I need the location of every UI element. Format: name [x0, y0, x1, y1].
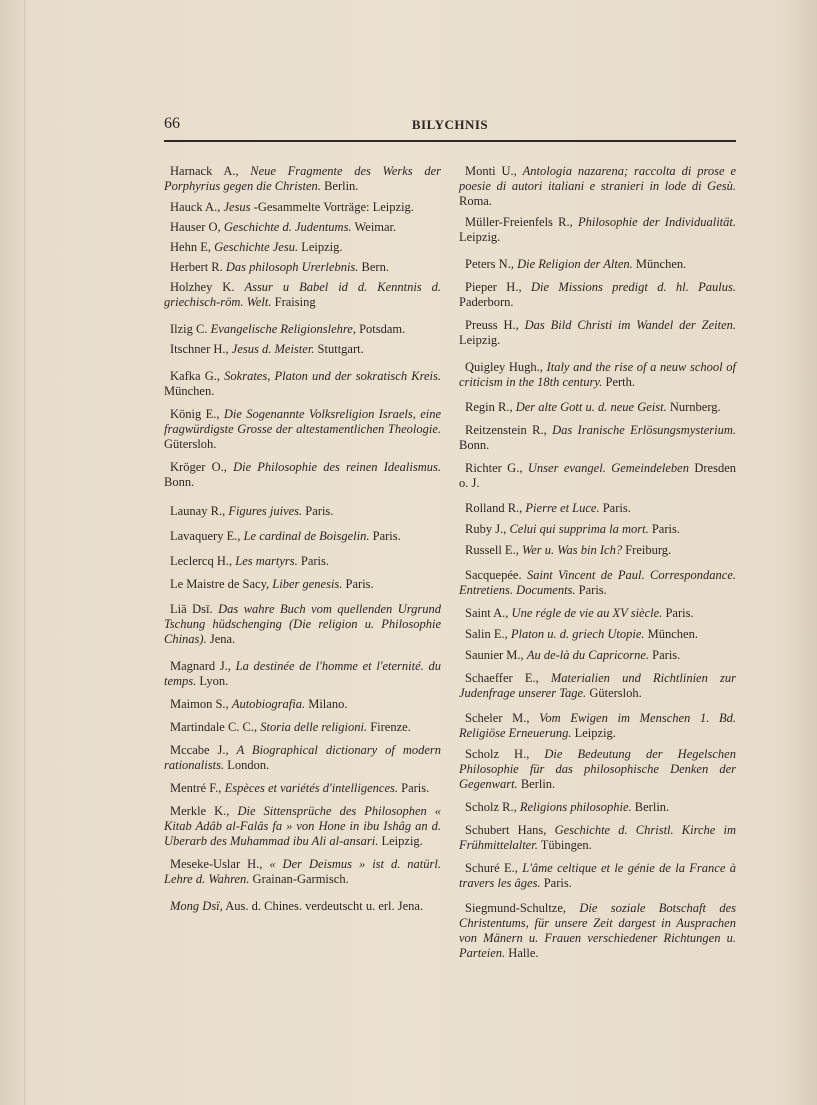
entry-author: Pieper H., [465, 280, 522, 294]
entry-title: Die Missions predigt d. hl. Paulus. [530, 280, 736, 294]
entry-publisher: Paris. [305, 504, 334, 518]
bibliography-entry [164, 220, 441, 235]
bibliography-entry [164, 720, 441, 735]
entry-publisher: Roma. [459, 194, 492, 208]
entry-title: Die Sogenannte Volksreligion Israels, eine fragwürdigste Grosse der altestamentlichen Theologie. [164, 407, 442, 436]
entry-title: Die soziale Botschaft des Christentums, für unsere Zeit dargest in Ausprachen von Mänern u. Frauen verschiedener Richtungen u. Parteien. [459, 901, 736, 960]
entry-author: Ilzig C. [170, 322, 208, 336]
entry-publisher: Gütersloh. [589, 686, 642, 700]
bibliography-entry [459, 823, 736, 853]
entry-title: Geschichte d. Judentums. [223, 220, 352, 234]
entry-author: Regin R., [465, 400, 513, 414]
entry-title: Die Religion der Alten. [517, 257, 633, 271]
entry-author: Hauck A., [170, 200, 221, 214]
bibliography-entry [164, 342, 441, 357]
bibliography-entry [164, 504, 441, 519]
entry-title: Platon u. d. griech Utopie. [510, 627, 645, 641]
entry-title: Les martyrs. [235, 554, 298, 568]
entry-publisher: Aus. d. Chines. verdeutscht u. erl. Jena. [225, 899, 424, 913]
entry-title: Der alte Gott u. d. neue Geist. [515, 400, 667, 414]
entry-publisher: Paris. [543, 876, 572, 890]
left-column [164, 156, 441, 914]
entry-title: La destinée de l'homme et l'eternité. du temps. [164, 659, 441, 688]
entry-title: Unser evangel. Gemeindeleben [527, 461, 689, 475]
entry-publisher: Bonn. [164, 475, 195, 489]
entry-publisher: Weimar. [354, 220, 397, 234]
entry-author: Sacquepée. [465, 568, 522, 582]
entry-publisher: Perth. [605, 375, 636, 389]
entry-author: Scholz R., [465, 800, 517, 814]
bibliography-entry [459, 461, 736, 491]
entry-publisher: Gütersloh. [164, 437, 217, 451]
entry-author: Schuré E., [465, 861, 518, 875]
entry-author: Merkle K., [170, 804, 230, 818]
entry-title: Philosophie der Individualität. [577, 215, 736, 229]
entry-author: Saunier M., [465, 648, 524, 662]
entry-title: Liber genesis. [272, 577, 343, 591]
entry-publisher: Berlin. [520, 777, 556, 791]
bibliography-entry [164, 602, 441, 647]
entry-author: Quigley Hugh., [465, 360, 543, 374]
bibliography-entry [459, 568, 736, 598]
entry-publisher: Paris. [665, 606, 694, 620]
entry-author: Harnack A., [170, 164, 239, 178]
entry-title: Italy and the rise of a neuw school of criticism in the 18th century. [459, 360, 736, 389]
entry-publisher: Paris. [651, 522, 680, 536]
bibliography-entry [164, 857, 441, 887]
bibliography-entry [459, 800, 736, 815]
bibliography-entry [459, 606, 736, 621]
entry-publisher: Fraising [274, 295, 316, 309]
entry-publisher: Paris. [300, 554, 330, 568]
bibliography-entry [459, 400, 736, 415]
bibliography-entry [459, 648, 736, 663]
entry-title: Antologia nazarena; raccolta di prose e poesie di autori italiani e stranieri in lode di Gesù. [459, 164, 736, 193]
entry-author: Mccabe J., [170, 743, 229, 757]
entry-publisher: Paderborn. [459, 295, 514, 309]
bibliography-entry [459, 423, 736, 453]
entry-publisher: Berlin. [324, 179, 359, 193]
entry-publisher: München. [164, 384, 215, 398]
entry-title: Espèces et variétés d'intelligences. [224, 781, 399, 795]
bibliography-entry [459, 711, 736, 741]
entry-publisher: Bern. [361, 260, 389, 274]
bibliography-entry [459, 257, 736, 272]
bibliography-entry [164, 280, 441, 310]
entry-publisher: Leipzig. [574, 726, 616, 740]
entry-author: Scheler M., [465, 711, 530, 725]
entry-publisher: Paris. [345, 577, 374, 591]
entry-author: Saint A., [465, 606, 509, 620]
entry-publisher: Dresden o. J. [459, 461, 737, 490]
entry-author: Le Maistre de Sacy, [170, 577, 270, 591]
entry-publisher: Milano. [308, 697, 348, 711]
entry-title: « Der Deismus » ist d. natürl. Lehre d. Wahren. [164, 857, 441, 886]
entry-title: Pierre et Luce. [525, 501, 600, 515]
entry-title: Geschichte Jesu. [214, 240, 299, 254]
bibliography-entry [459, 627, 736, 642]
entry-publisher: Bonn. [459, 438, 490, 452]
entry-author: Monti U., [465, 164, 517, 178]
entry-title: Materialien und Richtlinien zur Judenfrage unserer Tage. [459, 671, 736, 700]
entry-title: Une régle de vie au XV siècle. [511, 606, 663, 620]
bibliography-entry [164, 899, 441, 914]
entry-author: Ruby J., [465, 522, 507, 536]
bibliography-entry [164, 240, 441, 255]
bibliography-entry [459, 164, 736, 209]
entry-publisher: Lyon. [199, 674, 229, 688]
entry-publisher: Firenze. [370, 720, 411, 734]
bibliography-entry [459, 747, 736, 792]
entry-author: Salin E., [465, 627, 508, 641]
entry-author: König E., [170, 407, 220, 421]
entry-author: Meseke-Uslar H., [170, 857, 263, 871]
entry-author: Hehn E, [170, 240, 211, 254]
entry-author: Richter G., [465, 461, 523, 475]
bibliography-entry [164, 554, 441, 569]
entry-title: Jesus [223, 200, 251, 214]
entry-title: Die Philosophie des reinen Idealismus. [233, 460, 441, 474]
entry-title: Die Sittensprüche des Philosophen « Kitab Adâb al-Falâs fa » von Hone in ibu Ishâg an d. Uberarb des Muhammad ibu Ali al-ansari. [164, 804, 442, 848]
bibliography-entry [459, 671, 736, 701]
bibliography-entry [164, 529, 441, 544]
entry-title: Assur u Babel id d. Kenntnis d. griechisch-röm. Welt. [164, 280, 442, 309]
entry-author: Siegmund-Schultze, [465, 901, 567, 915]
entry-author: Reitzenstein R., [465, 423, 547, 437]
entry-title: Storia delle religioni. [260, 720, 368, 734]
entry-publisher: Paris. [602, 501, 631, 515]
entry-author: Mentré F., [170, 781, 222, 795]
entry-author: Schubert Hans, [465, 823, 547, 837]
bibliography-entry [164, 460, 441, 490]
entry-title: Mong Dsï, [170, 899, 223, 913]
entry-author: Russell E., [465, 543, 519, 557]
header-rule [164, 140, 736, 142]
bibliography-entry [459, 501, 736, 516]
entry-publisher: Freiburg. [625, 543, 672, 557]
entry-publisher: Berlin. [634, 800, 670, 814]
entry-author: Kafka G., [170, 369, 220, 383]
running-title: BILYCHNIS [411, 117, 489, 132]
bibliography-entry [459, 360, 736, 390]
entry-publisher: Paris. [372, 529, 401, 543]
bibliography-entry [459, 522, 736, 537]
entry-title: Religions philosophie. [519, 800, 632, 814]
entry-title: Vom Ewigen im Menschen 1. Bd. Religiöse Erneuerung. [459, 711, 736, 740]
bibliography-entry [164, 659, 441, 689]
entry-title: Das Iranische Erlösungsmysterium. [552, 423, 736, 437]
entry-title: Das Bild Christi im Wandel der Zeiten. [524, 318, 737, 332]
entry-publisher: -Gesammelte Vorträge: Leipzig. [253, 200, 414, 214]
entry-publisher: Paris. [578, 583, 607, 597]
entry-publisher: München. [647, 627, 698, 641]
entry-title: Die Bedeutung der Hegelschen Philosophie für das philosophische Denken der Gegenwart. [459, 747, 736, 791]
bibliography-entry [164, 804, 441, 849]
entry-publisher: Stuttgart. [317, 342, 364, 356]
entry-author: Müller-Freienfels R., [465, 215, 573, 229]
bibliography-entry [459, 280, 736, 310]
entry-publisher: Potsdam. [359, 322, 406, 336]
entry-author: Lavaquery E., [170, 529, 241, 543]
entry-publisher: Nurnberg. [669, 400, 721, 414]
bibliography-entry [459, 901, 736, 961]
entry-publisher: Jena. [209, 632, 236, 646]
bibliography-entry [459, 318, 736, 348]
bibliography-entry [459, 861, 736, 891]
bibliography-entry [164, 577, 441, 592]
entry-title: A Biographical dictionary of modern rationalists. [164, 743, 442, 772]
entry-author: Kröger O., [170, 460, 227, 474]
bibliography-entry [459, 543, 736, 558]
entry-title: Le cardinal de Boisgelin. [243, 529, 370, 543]
bibliography-entry [164, 369, 441, 399]
bibliography-entry [164, 200, 441, 215]
entry-title: Geschichte d. Christl. Kirche im Frühmittelalter. [459, 823, 736, 852]
entry-author: Schaeffer E., [465, 671, 539, 685]
entry-title: Saint Vincent de Paul. Correspondance. Entretiens. Documents. [459, 568, 736, 597]
page-number: 66 [164, 115, 180, 132]
bibliography-entry [164, 697, 441, 712]
entry-title: Evangelische Religionslehre, [210, 322, 356, 336]
entry-author: Preuss H., [465, 318, 519, 332]
entry-title: Au de-là du Capricorne. [526, 648, 650, 662]
entry-author: Holzhey K. [170, 280, 235, 294]
bibliography-entry [164, 164, 441, 194]
entry-publisher: London. [227, 758, 270, 772]
entry-title: Das wahre Buch vom quellenden Urgrund Tschung hüdschenging (Die religion u. Philosophie Chinas). [164, 602, 441, 646]
entry-author: Launay R., [170, 504, 226, 518]
entry-author: Liä Dsī. [170, 602, 213, 616]
entry-publisher: Tübingen. [540, 838, 592, 852]
bibliography-entry [459, 215, 736, 245]
entry-title: Sokrates, Platon und der sokratisch Kreis. [224, 369, 441, 383]
entry-publisher: Leipzig. [381, 834, 423, 848]
entry-title: Celui qui supprima la mort. [509, 522, 649, 536]
bibliography-entry [164, 322, 441, 337]
bibliography-entry [164, 781, 441, 796]
entry-title: Autobiografia. [231, 697, 306, 711]
entry-title: Wer u. Was bin Ich? [521, 543, 623, 557]
entry-title: Das philosoph Urerlebnis. [225, 260, 359, 274]
entry-author: Martindale C. C., [170, 720, 258, 734]
entry-publisher: Grainan-Garmisch. [252, 872, 349, 886]
entry-publisher: Halle. [508, 946, 539, 960]
entry-author: Maimon S., [170, 697, 229, 711]
entry-publisher: Paris. [652, 648, 681, 662]
entry-title: Figures juives. [228, 504, 303, 518]
bibliography-entry [164, 743, 441, 773]
entry-author: Leclercq H., [170, 554, 233, 568]
entry-publisher: Leipzig. [459, 230, 501, 244]
entry-author: Itschner H., [170, 342, 229, 356]
entry-title: Neue Fragmente des Werks der Porphyrius gegen die Christen. [164, 164, 441, 193]
entry-title: Jesus d. Meister. [231, 342, 315, 356]
right-column [459, 156, 736, 961]
entry-author: Hauser O, [170, 220, 221, 234]
entry-publisher: Leipzig. [459, 333, 501, 347]
page-header [164, 115, 736, 137]
entry-publisher: Paris. [401, 781, 430, 795]
bibliography-entry [164, 260, 441, 275]
page-fold [24, 0, 25, 1105]
entry-publisher: Leipzig. [301, 240, 343, 254]
entry-title: L'âme celtique et le génie de la France à travers les âges. [459, 861, 736, 890]
entry-author: Magnard J., [170, 659, 231, 673]
entry-author: Herbert R. [170, 260, 223, 274]
bibliography-entry [164, 407, 441, 452]
entry-author: Scholz H., [465, 747, 530, 761]
entry-author: Peters N., [465, 257, 514, 271]
entry-publisher: München. [635, 257, 687, 271]
entry-author: Rolland R., [465, 501, 523, 515]
